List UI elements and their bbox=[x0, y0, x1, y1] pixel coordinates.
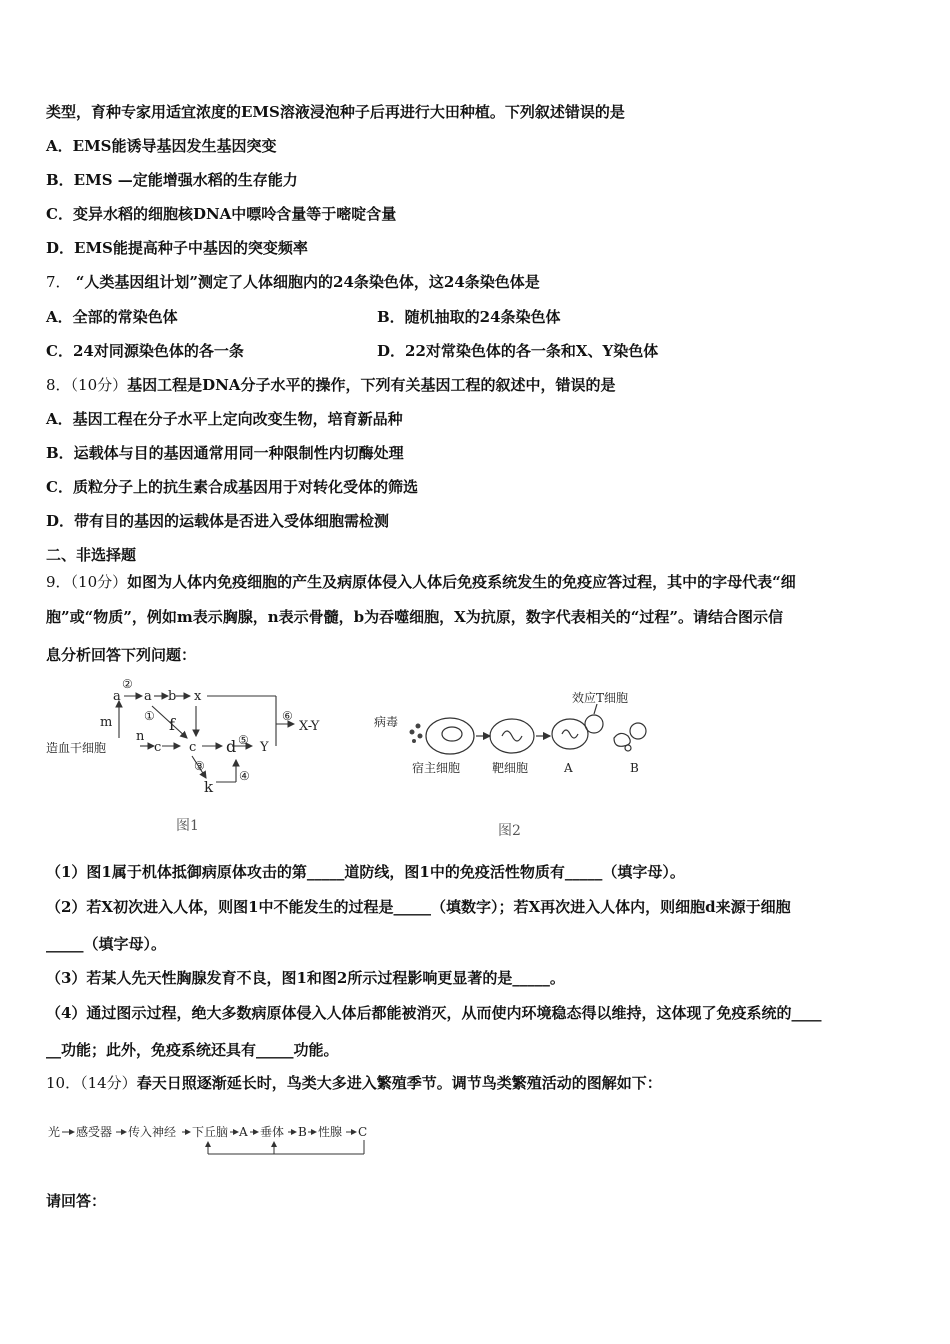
q7-option-c: C．24对同源染色体的各一条 bbox=[46, 342, 244, 360]
fig2-label-host-cell: 宿主细胞 bbox=[412, 761, 461, 775]
q9-part-2-line1: （2）若X初次进入人体，则图1中不能发生的过程是_____（填数字）；若X再次进入人体内，则细胞d来源于细胞 bbox=[46, 898, 791, 916]
flow-a: A bbox=[239, 1125, 248, 1139]
q8-option-b: B．运载体与目的基因通常用同一种限制性内切酶处理 bbox=[46, 444, 404, 462]
flow-gonad: 性腺 bbox=[318, 1125, 343, 1139]
flow-c: C bbox=[358, 1125, 368, 1139]
figure-1-caption: 图1 bbox=[176, 818, 199, 834]
q10-text: 春天日照逐渐延长时，鸟类大多进入繁殖季节。调节鸟类繁殖活动的图解如下： bbox=[136, 1074, 662, 1092]
fig1-process-4: ④ bbox=[239, 769, 250, 783]
q6-option-c: C．变异水稻的细胞核DNA中嘌呤含量等于嘧啶含量 bbox=[46, 205, 397, 223]
q9-stem-line3: 息分析回答下列问题： bbox=[46, 646, 197, 664]
fig1-label-c2: c bbox=[189, 740, 197, 755]
q7-text: “人类基因组计划”测定了人体细胞内的24条染色体，这24条染色体是 bbox=[75, 273, 540, 291]
fig1-label-b: b bbox=[168, 689, 177, 704]
figure-1-diagram bbox=[44, 676, 344, 806]
q6-stem-tail: 类型，育种专家用适宜浓度的EMS溶液浸泡种子后再进行大田种植。下列叙述错误的是 bbox=[46, 103, 625, 121]
q10-number: 10．（14分） bbox=[46, 1074, 137, 1092]
q7-stem bbox=[46, 272, 540, 292]
fig2-label-a: A bbox=[564, 761, 573, 775]
q9-part-3: （3）若某人先天性胸腺发育不良，图1和图2所示过程影响更显著的是_____。 bbox=[46, 969, 565, 987]
fig1-label-stem-cell: 造血干细胞 bbox=[46, 741, 107, 755]
fig1-label-d: d bbox=[226, 737, 237, 756]
fig1-label-c: c bbox=[154, 740, 162, 755]
q6-option-a: A．EMS能诱导基因发生基因突变 bbox=[46, 137, 277, 155]
q8-stem bbox=[46, 375, 616, 395]
bird-reproduction-flow bbox=[46, 1118, 386, 1162]
q7-number: 7． bbox=[46, 273, 71, 291]
figure-2-diagram bbox=[372, 686, 672, 786]
fig1-label-a: a bbox=[113, 689, 121, 704]
fig2-label-effector-t: 效应T细胞 bbox=[572, 691, 629, 705]
flow-receptor: 感受器 bbox=[76, 1125, 113, 1139]
section-2-title: 二、非选择题 bbox=[46, 546, 137, 564]
q10-prompt: 请回答： bbox=[46, 1192, 107, 1210]
q7-option-d: D．22对常染色体的各一条和X、Y染色体 bbox=[377, 342, 659, 360]
figure-2-caption: 图2 bbox=[498, 823, 521, 839]
fig1-process-1: ① bbox=[144, 709, 155, 723]
fig1-label-m: m bbox=[100, 715, 113, 730]
flow-b: B bbox=[298, 1125, 307, 1139]
q8-text: 基因工程是DNA分子水平的操作，下列有关基因工程的叙述中，错误的是 bbox=[127, 376, 616, 394]
q10-stem bbox=[46, 1073, 662, 1093]
q9-text-1: 如图为人体内免疫细胞的产生及病原体侵入人体后免疫系统发生的免疫应答过程，其中的字母代表“细 bbox=[127, 573, 796, 591]
q9-part-1: （1）图1属于机体抵御病原体攻击的第_____道防线，图1中的免疫活性物质有_____（填字母）。 bbox=[46, 863, 685, 881]
q6-option-b: B．EMS —定能增强水稻的生存能力 bbox=[46, 171, 298, 189]
fig1-process-5: ⑤ bbox=[238, 733, 249, 747]
fig1-process-6: ⑥ bbox=[282, 709, 293, 723]
q9-stem-line2: 胞”或“物质”，例如m表示胸腺，n表示骨髓，b为吞噬细胞，X为抗原，数字代表相关的“过程”。请结合图示信 bbox=[46, 608, 784, 626]
fig1-label-x: x bbox=[194, 689, 202, 704]
q9-number: 9．（10分） bbox=[46, 573, 128, 591]
q8-option-d: D．带有目的基因的运载体是否进入受体细胞需检测 bbox=[46, 512, 390, 530]
fig2-label-b: B bbox=[630, 761, 639, 775]
flow-light: 光 bbox=[48, 1125, 61, 1139]
flow-hypothalamus: 下丘脑 bbox=[192, 1125, 229, 1139]
fig1-label-xy: X-Y bbox=[299, 719, 320, 734]
q8-option-c: C．质粒分子上的抗生素合成基因用于对转化受体的筛选 bbox=[46, 478, 418, 496]
fig2-label-target-cell: 靶细胞 bbox=[492, 761, 529, 775]
fig1-label-n: n bbox=[136, 729, 145, 744]
q9-part-4-line2: __功能；此外，免疫系统还具有_____功能。 bbox=[46, 1041, 339, 1059]
fig1-label-k: k bbox=[204, 778, 214, 796]
flow-afferent-nerve: 传入神经 bbox=[128, 1125, 177, 1139]
q6-option-d: D．EMS能提高种子中基因的突变频率 bbox=[46, 239, 308, 257]
q9-part-2-line2: _____（填字母）。 bbox=[46, 935, 167, 953]
q7-option-b: B．随机抽取的24条染色体 bbox=[377, 308, 561, 326]
fig1-label-a2: a bbox=[144, 689, 152, 704]
q9-stem-line1 bbox=[46, 572, 796, 592]
q8-option-a: A．基因工程在分子水平上定向改变生物，培育新品种 bbox=[46, 410, 403, 428]
q7-option-a: A．全部的常染色体 bbox=[46, 308, 178, 326]
q9-part-4-line1: （4）通过图示过程，绝大多数病原体侵入人体后都能被消灭，从而使内环境稳态得以维持，这体现了免疫系统的____ bbox=[46, 1004, 822, 1022]
fig1-label-y: Y bbox=[260, 740, 269, 755]
fig1-label-f: f bbox=[169, 715, 175, 734]
fig2-label-virus: 病毒 bbox=[374, 715, 399, 729]
q8-number: 8．（10分） bbox=[46, 376, 128, 394]
fig1-process-2: ② bbox=[122, 677, 133, 691]
flow-pituitary: 垂体 bbox=[260, 1125, 285, 1139]
fig1-process-3: ③ bbox=[194, 759, 205, 773]
